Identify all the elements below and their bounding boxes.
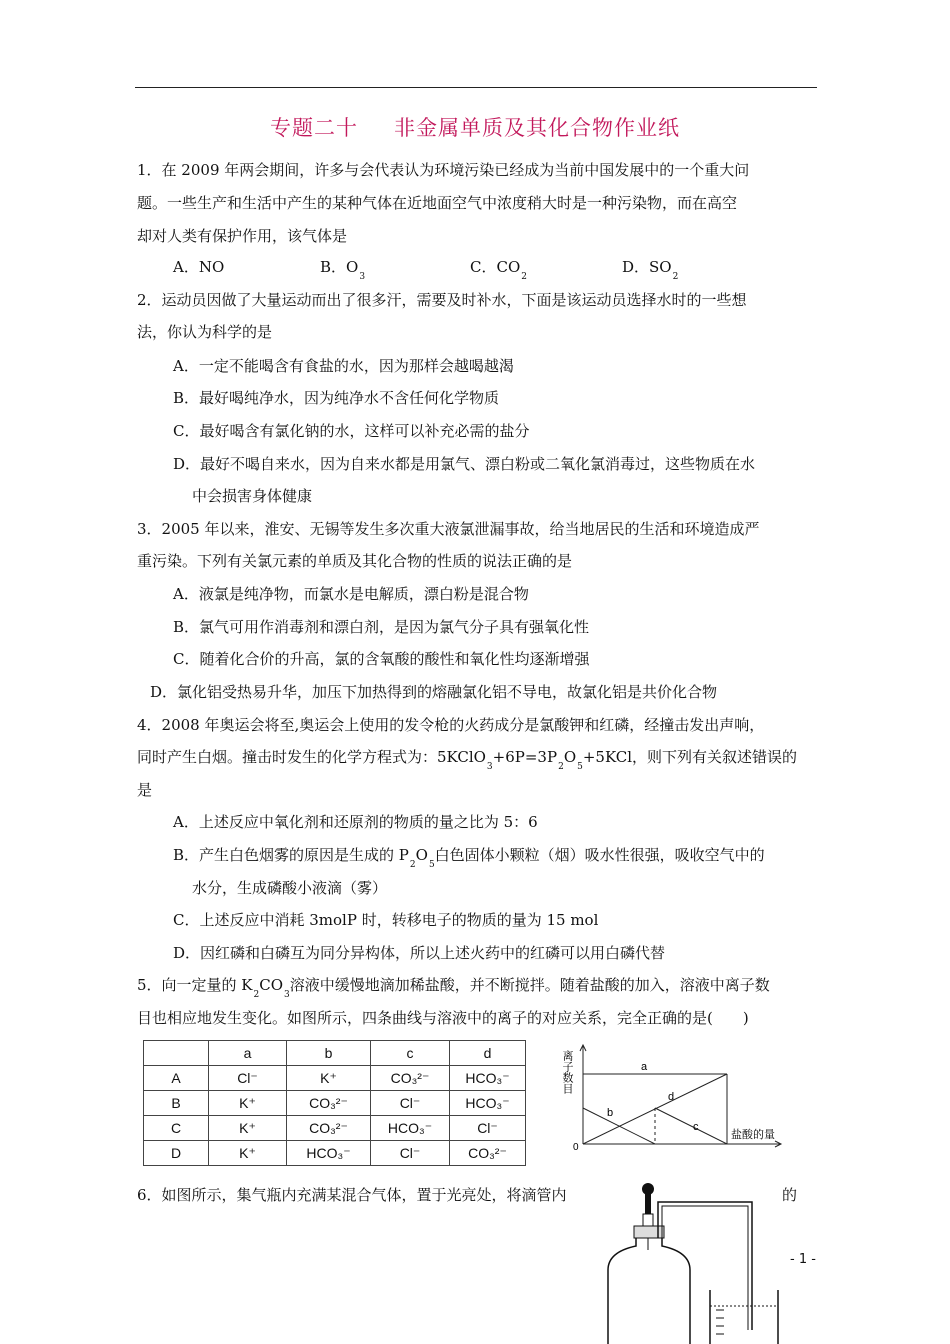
table-cell: D [144, 1141, 209, 1166]
table-cell: HCO₃⁻ [287, 1141, 371, 1166]
q4-line1: 4．2008 年奥运会将至,奥运会上使用的发令枪的火药成分是氯酸钾和红磷，经撞击发出声响， [137, 716, 765, 734]
table-cell: HCO₃⁻ [450, 1091, 526, 1116]
q2-option-c: C．最好喝含有氯化钠的水，这样可以补充必需的盐分 [173, 422, 530, 440]
y-axis-label: 离子数目 [561, 1050, 573, 1094]
q1-option-c: C．$CO_2$ [470, 258, 527, 282]
q3-option-a: A．液氯是纯净物，而氯水是电解质，漂白粉是混合物 [173, 585, 529, 603]
table-row [144, 1141, 526, 1166]
q1-line3: 却对人类有保护作用，该气体是 [137, 227, 348, 245]
q2-option-d-line1: D．最好不喝自来水，因为自来水都是用氯气、漂白粉或二氧化氯消毒过，这些物质在水 [173, 455, 756, 473]
page-number: - 1 - [790, 1252, 816, 1267]
table-cell: K⁺ [209, 1091, 287, 1116]
q6-line1: 6．如图所示，集气瓶内充满某混合气体，置于光亮处，将滴管内 [137, 1186, 567, 1204]
q1-line2: 题。一些生产和生活中产生的某种气体在近地面空气中浓度稍大时是一种污染物，而在高空 [137, 194, 738, 212]
table-cell: Cl⁻ [450, 1116, 526, 1141]
q3-option-d: D．氯化铝受热易升华，加压下加热得到的熔融氯化铝不导电，故氯化铝是共价化合物 [150, 683, 718, 701]
table-cell: C [144, 1116, 209, 1141]
table-cell: CO₃²⁻ [287, 1091, 371, 1116]
curve-label-d: d [668, 1091, 675, 1103]
q4-option-b-line2: 水分，生成磷酸小液滴（雾） [192, 879, 388, 897]
q3-line1: 3．2005 年以来，淮安、无锡等发生多次重大液氯泄漏事故，给当地居民的生活和环境造成严 [137, 520, 760, 538]
q2-line2: 法，你认为科学的是 [137, 323, 273, 341]
table-cell: a [209, 1041, 287, 1066]
q5-line2: 目也相应地发生变化。如图所示，四条曲线与溶液中的离子的对应关系，完全正确的是( ) [137, 1009, 749, 1027]
q4-line3: 是 [137, 781, 153, 799]
table-cell: K⁺ [287, 1066, 371, 1091]
table-cell: Cl⁻ [371, 1141, 450, 1166]
table-row [144, 1066, 526, 1091]
table-cell: K⁺ [209, 1141, 287, 1166]
q1-option-a: A．NO [173, 258, 225, 276]
table-cell: CO₃²⁻ [287, 1116, 371, 1141]
q5-line1: 5．向一定量的 $K_2CO_3$溶液中缓慢地滴加稀盐酸，并不断搅拌。随着盐酸的加入，溶液中离子数 [137, 976, 770, 1000]
page-title: 专题二十 非金属单质及其化合物作业纸 [270, 116, 680, 140]
q3-option-c: C．随着化合价的升高，氯的含氧酸的酸性和氧化性均逐渐增强 [173, 650, 590, 668]
table-cell: c [371, 1041, 450, 1066]
q3-line2: 重污染。下列有关氯元素的单质及其化合物的性质的说法正确的是 [137, 552, 573, 570]
q4-line2: 同时产生白烟。撞击时发生的化学方程式为：$5KClO_3+6P=3P_2O_5+5KCl$，则下列有关叙述错误的 [137, 748, 798, 772]
q1-line1: 1．在 2009 年两会期间，许多与会代表认为环境污染已经成为当前中国发展中的一个重大问 [137, 161, 750, 179]
q1-option-d: D．$SO_2$ [622, 258, 679, 282]
table-cell: Cl⁻ [209, 1066, 287, 1091]
q2-line1: 2．运动员因做了大量运动而出了很多汗，需要及时补水，下面是该运动员选择水时的一些想 [137, 291, 747, 309]
table-cell: Cl⁻ [371, 1091, 450, 1116]
table-cell: K⁺ [209, 1116, 287, 1141]
table-cell: A [144, 1066, 209, 1091]
curve-c [655, 1108, 727, 1144]
table-row [144, 1116, 526, 1141]
curve-label-a: a [641, 1061, 648, 1073]
table-cell: d [450, 1041, 526, 1066]
table-cell: HCO₃⁻ [450, 1066, 526, 1091]
curve-label-b: b [607, 1107, 614, 1119]
table-cell: CO₃²⁻ [450, 1141, 526, 1166]
table-cell: B [144, 1091, 209, 1116]
q6-line1-end: 的 [782, 1186, 798, 1204]
table-cell: b [287, 1041, 371, 1066]
q4-option-a: A．上述反应中氧化剂和还原剂的物质的量之比为 5：6 [173, 813, 538, 831]
q2-option-a: A．一定不能喝含有食盐的水，因为那样会越喝越渴 [173, 357, 514, 375]
header-rule [135, 87, 817, 88]
q1-option-b: B．$O_3$ [320, 258, 366, 282]
curve-label-c: c [693, 1121, 699, 1133]
q3-option-b: B．氯气可用作消毒剂和漂白剂，是因为氯气分子具有强氧化性 [173, 618, 590, 636]
q4-option-c: C．上述反应中消耗 3molP 时，转移电子的物质的量为 15 mol [173, 911, 599, 929]
table-row [144, 1091, 526, 1116]
ion-table [143, 1040, 526, 1166]
q2-option-d-line2: 中会损害身体健康 [192, 487, 313, 505]
gas-bottle-apparatus [600, 1180, 790, 1344]
q4-option-b-line1: B．产生白色烟雾的原因是生成的 $P_2O_5$白色固体小颗粒（烟）吸水性很强，吸收空气中的 [173, 846, 765, 870]
table-header-row [144, 1041, 526, 1066]
q4-option-d: D．因红磷和白磷互为同分异构体，所以上述火药中的红磷可以用白磷代替 [173, 944, 666, 962]
origin-label: 0 [573, 1142, 579, 1153]
ion-count-graph [555, 1040, 790, 1160]
x-axis-label: 盐酸的量 [731, 1129, 775, 1141]
table-cell: HCO₃⁻ [371, 1116, 450, 1141]
table-cell: CO₃²⁻ [371, 1066, 450, 1091]
table-cell [144, 1041, 209, 1066]
q2-option-b: B．最好喝纯净水，因为纯净水不含任何化学物质 [173, 389, 500, 407]
